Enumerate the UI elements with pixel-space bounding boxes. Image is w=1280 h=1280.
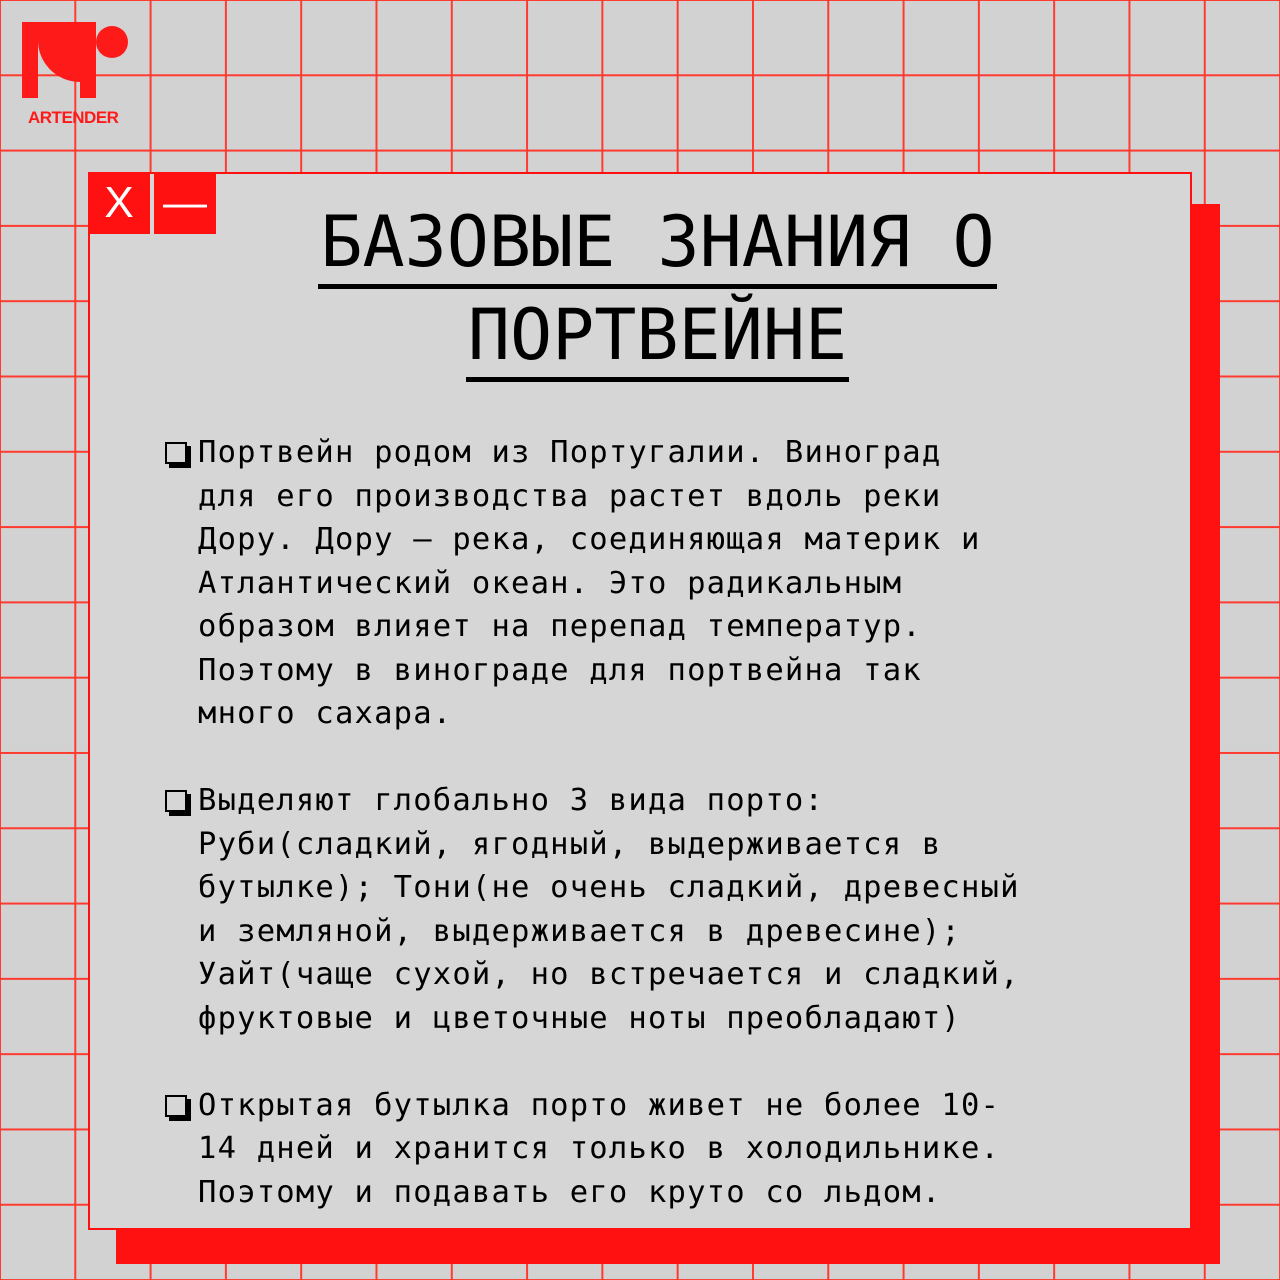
list-item — [165, 431, 1145, 736]
close-icon: X — [104, 178, 134, 227]
title-line-1: БАЗОВЫЕ ЗНАНИЯ О — [318, 200, 996, 289]
page-title — [150, 196, 1165, 382]
title-line-2: ПОРТВЕЙНЕ — [466, 293, 849, 382]
close-button[interactable] — [88, 172, 150, 234]
bullet-text: Открытая бутылка порто живет не более 10- 14 дней и хранится только в холодильнике. Поэтому и подавать его круто со льдом. — [198, 1087, 1001, 1210]
list-item — [165, 779, 1145, 1040]
artender-logo — [22, 22, 132, 132]
bullet-text: Портвейн родом из Португалии. Виноград для его производства растет вдоль реки Дору. Дору – река, соединяющая материк и Атлантический океан. Это радикальным образом влияет на перепад температур. Поэтому в винограде для портвейна так много сахара. — [198, 435, 981, 731]
brand-name: ARTENDER — [28, 108, 119, 127]
checkbox-icon — [165, 442, 187, 464]
bullet-text: Выделяют глобально 3 вида порто: Руби(сладкий, ягодный, выдерживается в бутылке); Тони(не очень сладкий, древесный и земляной, выдерживается в древесине); Уайт(чаще сухой, но встречается и сладкий, фруктовые и цветочные ноты преобладают) — [198, 783, 1020, 1036]
checkbox-icon — [165, 790, 187, 812]
list-item — [165, 1084, 1145, 1215]
bullet-list — [165, 431, 1145, 1214]
artender-logo-icon — [22, 22, 128, 98]
checkbox-icon — [165, 1095, 187, 1117]
minimize-icon: — — [163, 178, 207, 227]
